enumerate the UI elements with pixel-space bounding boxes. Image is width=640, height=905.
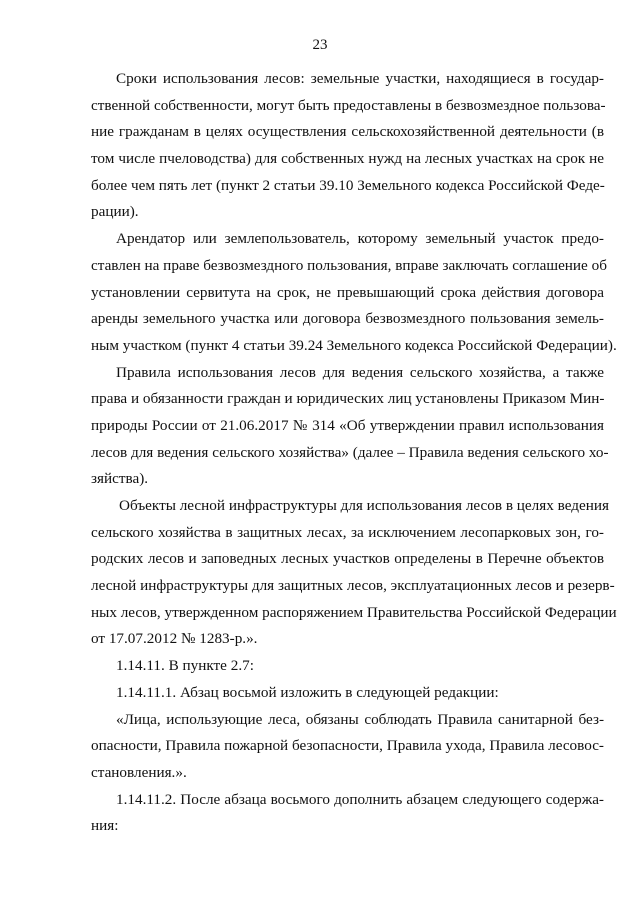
text-line: природы России от 21.06.2017 № 314 «Об утверждении правил использования [91,416,604,434]
text-line: аренды земельного участка или договора безвозмездного пользования земель- [91,310,604,328]
text-line: ственной собственности, могут быть предоставлены в безвозмездное пользова- [91,96,606,114]
text-line: права и обязанности граждан и юридических лиц установлены Приказом Мин- [91,390,605,408]
text-line: сельского хозяйства в защитных лесах, за исключением лесопарковых зон, го- [91,523,604,541]
text-line: ние гражданам в целях осуществления сельскохозяйственной деятельности (в [91,123,604,141]
text-line: том числе пчеловодства) для собственных нужд на лесных участках на срок не [91,150,604,168]
paragraph [91,66,604,226]
text-line: от 17.07.2012 № 1283-р.». [91,630,258,648]
paragraph [91,226,617,359]
paragraph [91,493,617,653]
text-line: Объекты лесной инфраструктуры для использования лесов в целях ведения [119,497,609,514]
paragraph [91,707,604,787]
text-line: установлении сервитута на срок, не превышающий срока действия договора [91,283,604,301]
text-line: «Лица, использующие леса, обязаны соблюдать Правила санитарной без- [116,710,604,728]
paragraph [91,360,609,493]
text-line: ния: [91,817,119,835]
text-line: ных лесов, утвержденном распоряжением Правительства Российской Федерации [91,603,617,621]
text-line: 1.14.11. В пункте 2.7: [116,657,254,675]
text-line: Арендатор или землепользователь, которому земельный участок предо- [116,230,604,248]
text-line: Правила использования лесов для ведения сельского хозяйства, а также [116,363,604,381]
text-line: Сроки использования лесов: земельные участки, находящиеся в государ- [116,70,604,87]
text-line: родских лесов и заповедных лесных участков определены в Перечне объектов [91,550,604,568]
paragraph [91,787,604,840]
text-line: зяйства). [91,470,149,488]
paragraph [91,653,604,680]
text-line: ставлен на праве безвозмездного пользования, вправе заключать соглашение об [91,256,607,274]
paragraph [91,680,604,707]
text-line: лесной инфраструктуры для защитных лесов, эксплуатационных лесов и резерв- [91,577,615,595]
text-line: ным участком (пункт 4 статьи 39.24 Земельного кодекса Российской Федерации). [91,336,617,354]
text-line: 1.14.11.2. После абзаца восьмого дополнить абзацем следующего содержа- [116,790,604,808]
text-line: опасности, Правила пожарной безопасности, Правила ухода, Правила лесовос- [91,737,604,755]
text-line: рации). [91,203,139,221]
text-line: более чем пять лет (пункт 2 статьи 39.10 Земельного кодекса Российской Феде- [91,176,605,194]
document-body [91,66,617,840]
page-number: 23 [312,37,328,53]
text-line: лесов для ведения сельского хозяйства» (далее – Правила ведения сельского хо- [91,443,609,461]
text-line: становления.». [91,763,187,781]
text-line: 1.14.11.1. Абзац восьмой изложить в следующей редакции: [116,683,499,701]
